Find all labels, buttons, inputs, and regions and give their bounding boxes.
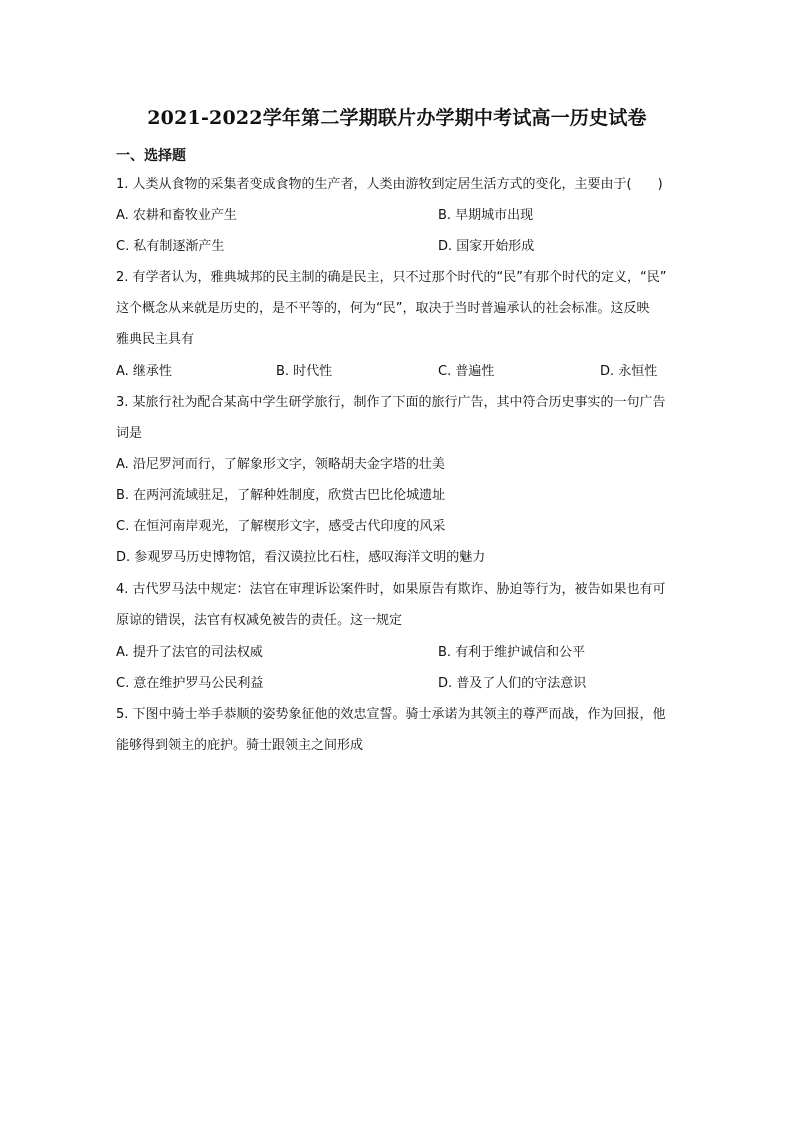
section-heading: 一、选择题 [116,148,186,164]
q2-option-a: A. 继承性 [116,364,172,379]
q2-stem-line3: 雅典民主具有 [116,332,195,347]
q2-stem-line2: 这个概念从来就是历史的，是不平等的，何为“民”，取决于当时普遍承认的社会标准。这反映 [116,301,650,316]
q3-option-a: A. 沿尼罗河而行，了解象形文字，领略胡夫金字塔的壮美 [116,457,445,472]
q2-option-b: B. 时代性 [276,364,333,379]
q1-option-a: A. 农耕和畜牧业产生 [116,208,237,223]
q3-option-b: B. 在两河流域驻足，了解种姓制度，欣赏古巴比伦城遗址 [116,488,446,503]
q4-option-c: C. 意在维护罗马公民利益 [116,676,264,691]
q3-option-d: D. 参观罗马历史博物馆，看汉谟拉比石柱，感叹海洋文明的魅力 [116,550,486,565]
q1-option-c: C. 私有制逐渐产生 [116,239,225,254]
q4-option-a: A. 提升了法官的司法权威 [116,645,263,660]
q1-option-d: D. 国家开始形成 [438,239,535,254]
exam-title: 2021-2022学年第二学期联片办学期中考试高一历史试卷 [147,107,647,129]
q1-stem: 1. 人类从食物的采集者变成食物的生产者，人类由游牧到定居生活方式的变化，主要由于( ) [116,177,663,192]
q4-option-b: B. 有利于维护诚信和公平 [438,645,586,660]
q5-stem-line2: 能够得到领主的庇护。骑士跟领主之间形成 [116,738,364,753]
q2-option-c: C. 普遍性 [438,364,495,379]
q5-stem-line1: 5. 下图中骑士举手恭顺的姿势象征他的效忠宣誓。骑士承诺为其领主的尊严而战，作为回报，他 [116,707,666,722]
q4-option-d: D. 普及了人们的守法意识 [438,676,587,691]
q2-stem-line1: 2. 有学者认为，雅典城邦的民主制的确是民主，只不过那个时代的“民”有那个时代的定义，“民” [116,270,667,285]
q3-stem-line1: 3. 某旅行社为配合某高中学生研学旅行，制作了下面的旅行广告，其中符合历史事实的一句广告 [116,395,666,410]
q2-option-d: D. 永恒性 [600,364,658,379]
q1-option-b: B. 早期城市出现 [438,208,534,223]
q4-stem-line2: 原谅的错误，法官有权减免被告的责任。这一规定 [116,613,403,628]
q3-option-c: C. 在恒河南岸观光，了解楔形文字，感受古代印度的风采 [116,519,446,534]
q3-stem-line2: 词是 [116,426,143,441]
q4-stem-line1: 4. 古代罗马法中规定：法官在审理诉讼案件时，如果原告有欺诈、胁迫等行为，被告如果也有可 [116,582,666,597]
